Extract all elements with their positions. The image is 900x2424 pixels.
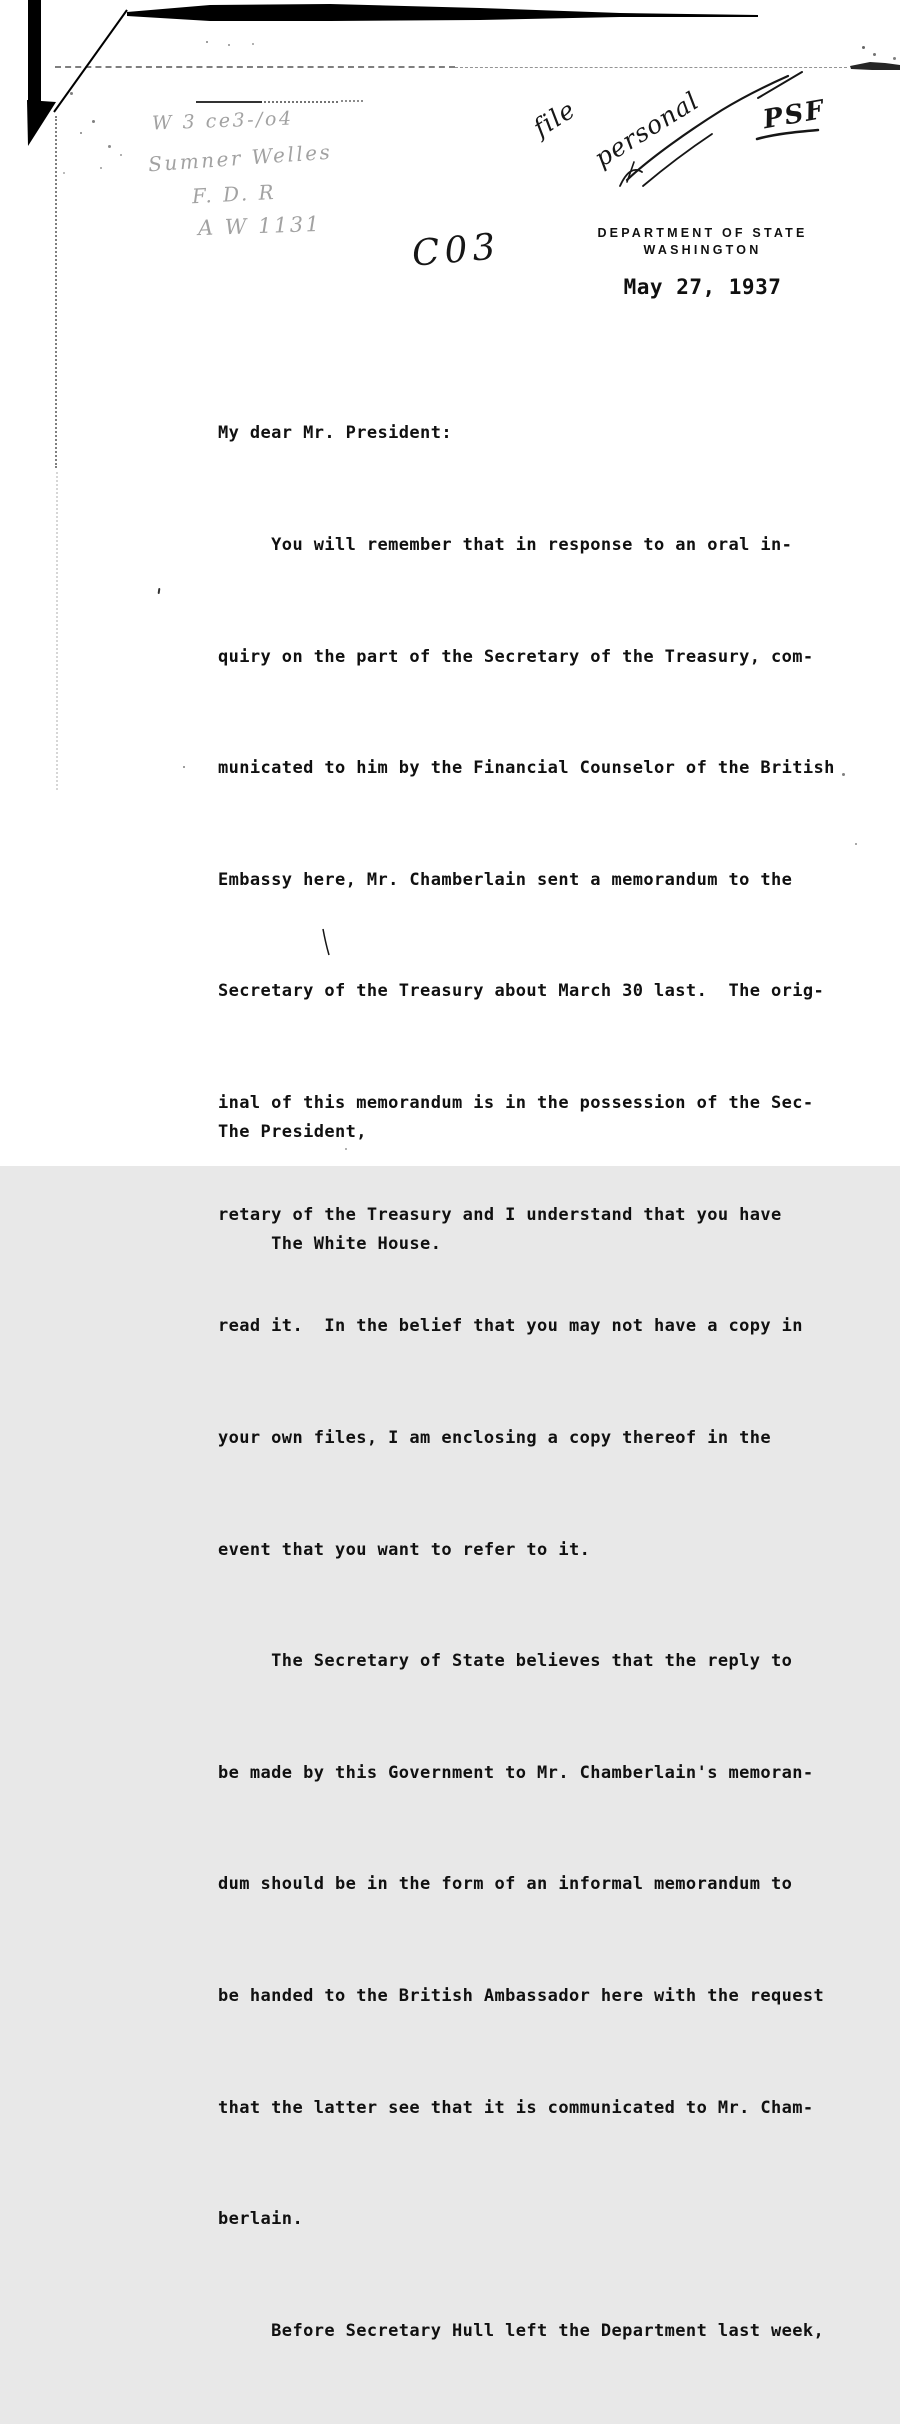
scan-speckle: [120, 154, 122, 156]
body-line: read it. In the belief that you may not have a copy in: [218, 1316, 803, 1337]
file-note-word-1: file: [528, 94, 581, 143]
scan-speckle: [80, 132, 82, 134]
body-line: your own files, I am enclosing a copy thereof in the: [218, 1427, 772, 1448]
body-line: Before Secretary Hull left the Department last week,: [218, 2320, 825, 2341]
handwritten-file-note: [528, 37, 704, 192]
body-line: be made by this Government to Mr. Chamberlain's memoran-: [218, 1762, 814, 1783]
body-line: municated to him by the Financial Counselor of the British: [218, 758, 835, 779]
file-note-word-2: personal: [589, 85, 705, 173]
body-line: dum should be in the form of an informal memorandum to: [218, 1874, 793, 1895]
body-line: Secretary of the Treasury about March 30 last. The orig-: [218, 981, 825, 1002]
body-line: You will remember that in response to an oral in-: [218, 535, 793, 556]
body-line: inal of this memorandum is in the possession of the Sec-: [218, 1093, 814, 1114]
scan-dotted-vertical: [55, 116, 57, 468]
scan-dotted-segment: [264, 101, 338, 103]
scan-dashed-line: [55, 66, 455, 68]
scan-speckle: [63, 172, 65, 174]
body-line: be handed to the British Ambassador here with the request: [218, 1985, 825, 2006]
pencil-annotation: Sumner Welles: [147, 139, 333, 177]
scan-fold-line: [54, 10, 127, 112]
letterhead-city: WASHINGTON: [643, 243, 762, 257]
scan-line-segment: [196, 101, 262, 103]
scan-speckle: [206, 41, 208, 43]
scan-speckle: [842, 773, 845, 776]
scan-left-bar: [28, 0, 41, 103]
inside-address: [218, 1040, 441, 1338]
pencil-annotation: F. D. R: [191, 179, 277, 209]
scan-speckle: [873, 53, 876, 56]
scan-top-wedge: [127, 4, 758, 21]
body-line: berlain.: [218, 2209, 304, 2230]
scan-speckle: [108, 145, 111, 148]
scan-speckle: [92, 120, 95, 123]
letterhead-department: DEPARTMENT OF STATE: [597, 226, 808, 240]
address-line: The President,: [218, 1122, 367, 1143]
scan-speckle: [70, 92, 73, 95]
body-line: event that you want to refer to it.: [218, 1539, 591, 1560]
pencil-annotation: W 3 ce3-/o4: [151, 107, 294, 135]
handwritten-psf-mark: PSF: [760, 94, 828, 136]
scan-dotted-segment: [341, 100, 363, 102]
body-line: My dear Mr. President:: [218, 423, 452, 444]
pencil-annotation: A W 1131: [197, 211, 322, 241]
scan-speckle: [252, 43, 254, 45]
body-line: Embassy here, Mr. Chamberlain sent a memorandum to the: [218, 869, 793, 890]
scan-speckle: [100, 167, 102, 169]
letter-body: [218, 341, 835, 2424]
scan-edge-blob: [850, 62, 900, 70]
body-line: that the latter see that it is communicated to Mr. Cham-: [218, 2097, 814, 2118]
handwritten-copy-mark: C03: [410, 226, 502, 275]
body-line: The Secretary of State believes that the reply to: [218, 1651, 793, 1672]
scan-speckle: [862, 46, 865, 49]
scan-speckle: [893, 57, 896, 60]
address-line: The White House.: [218, 1234, 442, 1255]
body-line: retary of the Treasury and I understand that you have: [218, 1204, 782, 1225]
scan-speckle: [855, 843, 857, 845]
scan-dotted-vertical: [56, 472, 58, 790]
scan-speckle: [183, 766, 185, 768]
scan-speckle: [228, 44, 230, 46]
scan-corner-triangle: [27, 100, 56, 146]
scan-speckle: [158, 588, 161, 594]
letter-date: May 27, 1937: [623, 275, 782, 299]
body-line: quiry on the part of the Secretary of the Treasury, com-: [218, 646, 814, 667]
